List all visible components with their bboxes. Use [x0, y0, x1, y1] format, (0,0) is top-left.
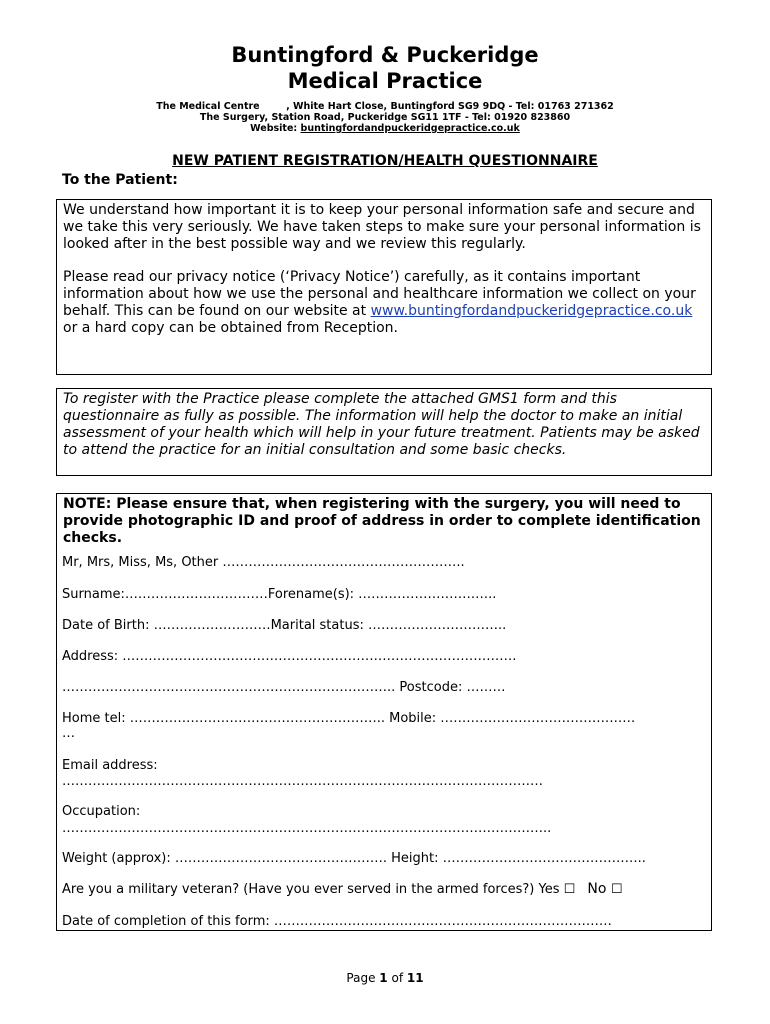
veteran-yes-checkbox[interactable]: ☐ — [563, 882, 576, 897]
website-link[interactable]: buntingfordandpuckeridgepractice.co.uk — [300, 123, 520, 134]
of-label: of — [387, 971, 407, 985]
privacy-website-link[interactable]: www.buntingfordandpuckeridgepractice.co.uk — [370, 303, 693, 319]
privacy-para-1: We understand how important it is to keep your personal information safe and secure and we take this very seriously. We have taken steps to make sure your personal information is looked after in the best possible way and we review this regularly. — [63, 202, 701, 252]
website-label: Website: — [250, 123, 301, 134]
veteran-question — [62, 881, 623, 898]
postcode-field[interactable]: ………………………………………………………………….. Postcode: ……… — [62, 680, 506, 695]
page-total: 11 — [406, 971, 424, 985]
weight-height-field[interactable]: Weight (approx): …………………………………………. Height: ……………………………………….. — [62, 851, 646, 866]
address-field[interactable]: Address: ………………………………………………………………………………. — [62, 649, 517, 664]
website-line — [0, 123, 770, 134]
completion-date-field[interactable]: Date of completion of this form: …………………………………………………………………… — [62, 914, 612, 929]
privacy-text: Please read our privacy notice (‘Privacy Notice’) carefully, as it contains important information about how we use the personal and healthcare information we collect on your behalf. This can be found on our website at — [63, 269, 696, 319]
surname-forename-field[interactable]: Surname:……………………………Forename(s): ………………………….. — [62, 587, 497, 602]
form-title: NEW PATIENT REGISTRATION/HEALTH QUESTIONNAIRE — [172, 153, 598, 169]
occupation-label: Occupation: — [62, 804, 141, 819]
page-label: Page — [346, 971, 380, 985]
register-info-text: To register with the Practice please complete the attached GMS1 form and this questionnaire as fully as possible. The information will help the doctor to make an initial assessment of your health which will help in your future treatment. Patients may be asked to attend the practice for an initial consultation and some basic checks. — [63, 391, 700, 458]
veteran-no-checkbox[interactable]: ☐ — [610, 882, 623, 897]
veteran-no-label: No — [587, 881, 611, 897]
address-line-1: The Medical Centre , White Hart Close, Buntingford SG9 9DQ - Tel: 01763 271362 — [156, 101, 614, 112]
practice-title — [0, 42, 770, 94]
address-block — [0, 101, 770, 134]
id-note: NOTE: Please ensure that, when registering with the surgery, you will need to provide photographic ID and proof of address in order to complete identification checks. — [63, 496, 701, 546]
home-mobile-field-cont: … — [62, 726, 75, 741]
email-label: Email address: — [62, 758, 158, 773]
address-line-2: The Surgery, Station Road, Puckeridge SG11 1TF - Tel: 01920 823860 — [199, 112, 571, 123]
to-patient-heading: To the Patient: — [62, 172, 178, 188]
privacy-para-2 — [63, 269, 705, 337]
title-line-2: Medical Practice — [287, 69, 483, 93]
email-field[interactable]: ………………………………………………………………………………………………… — [62, 774, 543, 789]
occupation-field[interactable]: ………………………………………………………………………………………………….. — [62, 821, 552, 836]
page-footer — [0, 971, 770, 985]
register-info-box — [56, 388, 712, 476]
dob-marital-field[interactable]: Date of Birth: ………………………Marital status: ………………………….. — [62, 618, 507, 633]
veteran-question-text: Are you a military veteran? (Have you ever served in the armed forces?) Yes — [62, 882, 564, 897]
page-number: 1 — [379, 971, 388, 985]
title-line-1: Buntingford & Puckeridge — [231, 43, 539, 67]
privacy-box — [56, 199, 712, 375]
home-mobile-field[interactable]: Home tel: ………………………………………………….. Mobile: ……………………………………… — [62, 711, 636, 726]
title-field[interactable]: Mr, Mrs, Miss, Ms, Other ……………………………………………….. — [62, 555, 465, 570]
privacy-text-end: or a hard copy can be obtained from Reception. — [63, 320, 398, 336]
